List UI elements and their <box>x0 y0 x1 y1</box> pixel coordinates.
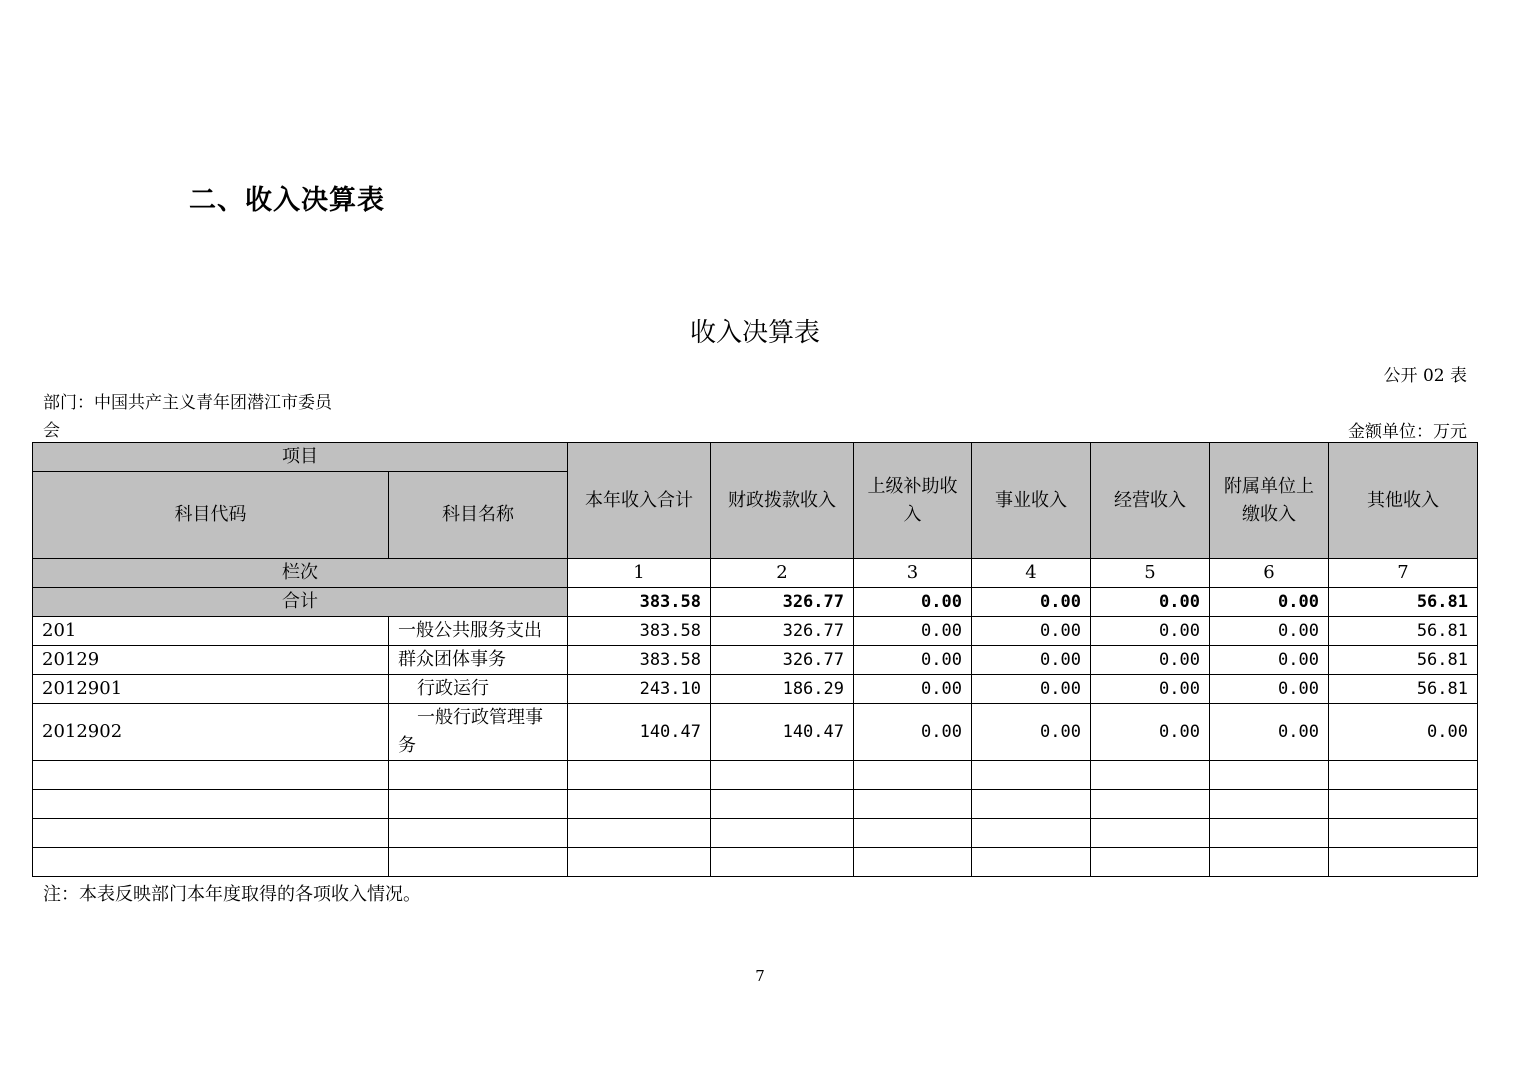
empty-cell <box>568 761 711 790</box>
row-value: 0.00 <box>1210 675 1329 704</box>
total-cell: 0.00 <box>1091 588 1210 617</box>
amount-unit: 金额单位：万元 <box>1348 422 1467 442</box>
empty-row <box>33 819 1478 848</box>
row-code: 201 <box>33 617 389 646</box>
total-cell: 0.00 <box>854 588 972 617</box>
header-name: 科目名称 <box>389 472 568 559</box>
row-value: 243.10 <box>568 675 711 704</box>
row-value: 0.00 <box>1091 646 1210 675</box>
section-heading: 二、收入决算表 <box>189 185 385 216</box>
row-value: 0.00 <box>854 617 972 646</box>
empty-cell <box>1210 848 1329 877</box>
table-row <box>33 675 1478 704</box>
empty-cell <box>972 790 1091 819</box>
empty-cell <box>1210 819 1329 848</box>
empty-cell <box>389 790 568 819</box>
header-code: 科目代码 <box>33 472 389 559</box>
row-value: 140.47 <box>568 704 711 761</box>
department-label: 部门：中国共产主义青年团潜江市委员会 <box>43 393 332 441</box>
row-name: 一般公共服务支出 <box>389 617 568 646</box>
row-value: 0.00 <box>972 646 1091 675</box>
empty-cell <box>389 761 568 790</box>
table-row <box>33 646 1478 675</box>
column-index: 6 <box>1210 559 1329 588</box>
row-code: 20129 <box>33 646 389 675</box>
row-name: 一般行政管理事务 <box>389 704 568 761</box>
empty-cell <box>1210 790 1329 819</box>
row-value: 0.00 <box>1210 646 1329 675</box>
empty-cell <box>33 790 389 819</box>
row-value: 56.81 <box>1329 675 1478 704</box>
row-value: 326.77 <box>711 646 854 675</box>
empty-cell <box>854 848 972 877</box>
header-total-income: 本年收入合计 <box>568 443 711 559</box>
row-value: 0.00 <box>1091 675 1210 704</box>
table-row <box>33 704 1478 761</box>
empty-cell <box>33 819 389 848</box>
column-index-label: 栏次 <box>33 559 568 588</box>
empty-row <box>33 761 1478 790</box>
row-value: 326.77 <box>711 617 854 646</box>
header-business-income: 事业收入 <box>972 443 1091 559</box>
total-cell: 326.77 <box>711 588 854 617</box>
column-index: 1 <box>568 559 711 588</box>
total-cell: 0.00 <box>972 588 1091 617</box>
header-other-income: 其他收入 <box>1329 443 1478 559</box>
page-number: 7 <box>755 967 765 985</box>
header-superior-subsidy: 上级补助收入 <box>854 443 972 559</box>
row-value: 0.00 <box>854 704 972 761</box>
empty-cell <box>1091 819 1210 848</box>
row-value: 140.47 <box>711 704 854 761</box>
empty-cell <box>33 848 389 877</box>
empty-cell <box>389 819 568 848</box>
empty-cell <box>1329 848 1478 877</box>
empty-cell <box>1210 761 1329 790</box>
empty-row <box>33 848 1478 877</box>
empty-cell <box>711 790 854 819</box>
empty-row <box>33 790 1478 819</box>
row-value: 56.81 <box>1329 617 1478 646</box>
row-code: 2012902 <box>33 704 389 761</box>
empty-cell <box>854 819 972 848</box>
row-value: 0.00 <box>1329 704 1478 761</box>
income-table <box>32 442 1478 877</box>
total-cell: 56.81 <box>1329 588 1478 617</box>
form-number: 公开 02 表 <box>1383 366 1467 386</box>
row-value: 0.00 <box>1210 617 1329 646</box>
row-value: 0.00 <box>854 646 972 675</box>
row-value: 0.00 <box>1210 704 1329 761</box>
empty-cell <box>568 848 711 877</box>
empty-cell <box>972 848 1091 877</box>
empty-cell <box>1091 790 1210 819</box>
header-operating-income: 经营收入 <box>1091 443 1210 559</box>
column-index: 2 <box>711 559 854 588</box>
empty-cell <box>33 761 389 790</box>
row-name: 行政运行 <box>389 675 568 704</box>
header-affiliated-income: 附属单位上缴收入 <box>1210 443 1329 559</box>
empty-cell <box>389 848 568 877</box>
row-value: 383.58 <box>568 646 711 675</box>
table-title: 收入决算表 <box>689 318 820 348</box>
empty-cell <box>711 848 854 877</box>
empty-cell <box>1329 819 1478 848</box>
total-row <box>33 588 1478 617</box>
row-value: 0.00 <box>1091 704 1210 761</box>
row-value: 186.29 <box>711 675 854 704</box>
empty-cell <box>854 761 972 790</box>
empty-cell <box>1091 761 1210 790</box>
row-value: 0.00 <box>972 704 1091 761</box>
total-label: 合计 <box>33 588 568 617</box>
empty-cell <box>1329 761 1478 790</box>
row-value: 0.00 <box>972 617 1091 646</box>
header-item: 项目 <box>33 443 568 472</box>
table-row <box>33 617 1478 646</box>
column-index: 3 <box>854 559 972 588</box>
total-cell: 0.00 <box>1210 588 1329 617</box>
header-fiscal-allocation: 财政拨款收入 <box>711 443 854 559</box>
row-value: 383.58 <box>568 617 711 646</box>
column-index: 5 <box>1091 559 1210 588</box>
column-index-row <box>33 559 1478 588</box>
row-value: 0.00 <box>1091 617 1210 646</box>
table-note: 注：本表反映部门本年度取得的各项收入情况。 <box>43 884 421 905</box>
empty-cell <box>711 761 854 790</box>
row-name: 群众团体事务 <box>389 646 568 675</box>
empty-cell <box>1091 848 1210 877</box>
column-index: 7 <box>1329 559 1478 588</box>
empty-cell <box>568 819 711 848</box>
empty-cell <box>854 790 972 819</box>
empty-cell <box>568 790 711 819</box>
empty-cell <box>711 819 854 848</box>
total-cell: 383.58 <box>568 588 711 617</box>
empty-cell <box>972 819 1091 848</box>
column-index: 4 <box>972 559 1091 588</box>
row-value: 0.00 <box>854 675 972 704</box>
row-value: 56.81 <box>1329 646 1478 675</box>
empty-cell <box>1329 790 1478 819</box>
row-code: 2012901 <box>33 675 389 704</box>
row-value: 0.00 <box>972 675 1091 704</box>
empty-cell <box>972 761 1091 790</box>
